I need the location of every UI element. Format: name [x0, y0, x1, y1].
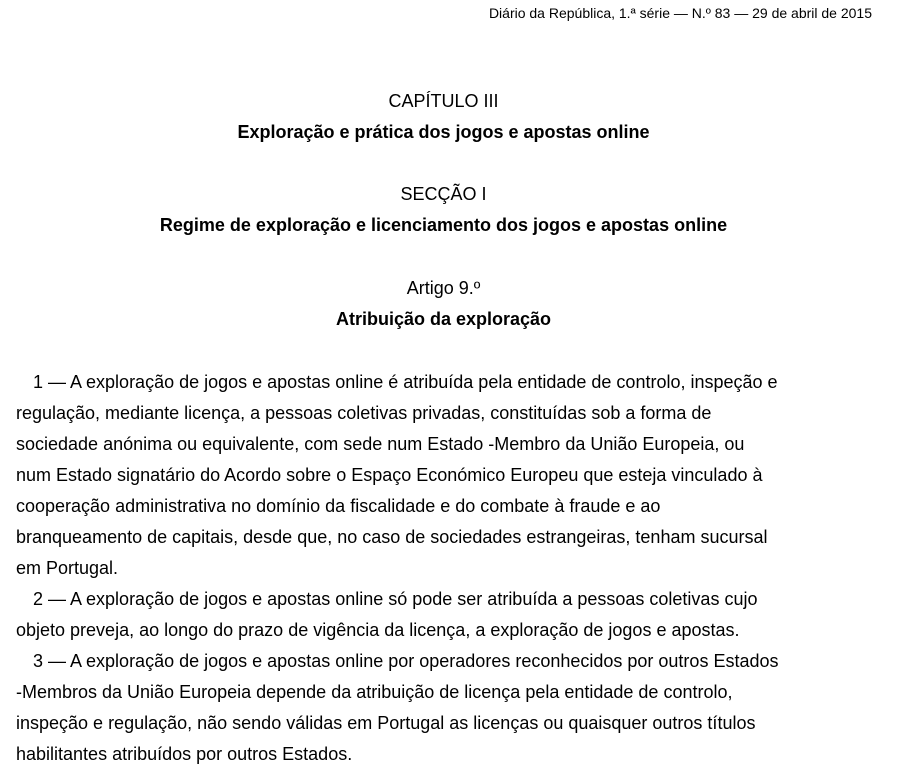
- paragraph-line: 1 — A exploração de jogos e apostas online é atribuída pela entidade de controlo, inspeção e: [33, 372, 778, 392]
- paragraph-2: [16, 584, 886, 646]
- paragraph-line: 2 — A exploração de jogos e apostas online só pode ser atribuída a pessoas coletivas cujo: [33, 589, 758, 609]
- paragraph-line: -Membros da União Europeia depende da atribuição de licença pela entidade de controlo,: [16, 682, 733, 702]
- paragraph-line: regulação, mediante licença, a pessoas coletivas privadas, constituídas sob a forma de: [16, 403, 712, 423]
- article-body: [16, 367, 886, 770]
- article-title: Atribuição da exploração: [335, 309, 552, 329]
- paragraph-line: em Portugal.: [16, 558, 119, 578]
- paragraph-line: 3 — A exploração de jogos e apostas online por operadores reconhecidos por outros Estados: [33, 651, 779, 671]
- paragraph-1: [16, 367, 886, 584]
- paragraph-line: cooperação administrativa no domínio da fiscalidade e do combate à fraude e ao: [16, 496, 661, 516]
- paragraph-line: sociedade anónima ou equivalente, com sede num Estado -Membro da União Europeia, ou: [16, 434, 745, 454]
- paragraph-line: habilitantes atribuídos por outros Estados.: [16, 744, 353, 764]
- article-label: Artigo 9.º: [406, 278, 481, 298]
- paragraph-line: branqueamento de capitais, desde que, no caso de sociedades estrangeiras, tenham sucursal: [16, 527, 768, 547]
- section-label: SECÇÃO I: [400, 184, 487, 204]
- section-title: Regime de exploração e licenciamento dos jogos e apostas online: [159, 215, 728, 235]
- chapter-title: Exploração e prática dos jogos e apostas online: [237, 122, 650, 142]
- paragraph-line: inspeção e regulação, não sendo válidas em Portugal as licenças ou quaisquer outros títulos: [16, 713, 756, 733]
- chapter-label: CAPÍTULO III: [388, 91, 499, 111]
- running-head: Diário da República, 1.ª série — N.º 83 — 29 de abril de 2015: [488, 5, 872, 21]
- paragraph-line: objeto preveja, ao longo do prazo de vigência da licença, a exploração de jogos e apostas.: [16, 620, 740, 640]
- paragraph-line: num Estado signatário do Acordo sobre o Espaço Económico Europeu que esteja vinculado à: [16, 465, 763, 485]
- paragraph-3: [16, 646, 886, 770]
